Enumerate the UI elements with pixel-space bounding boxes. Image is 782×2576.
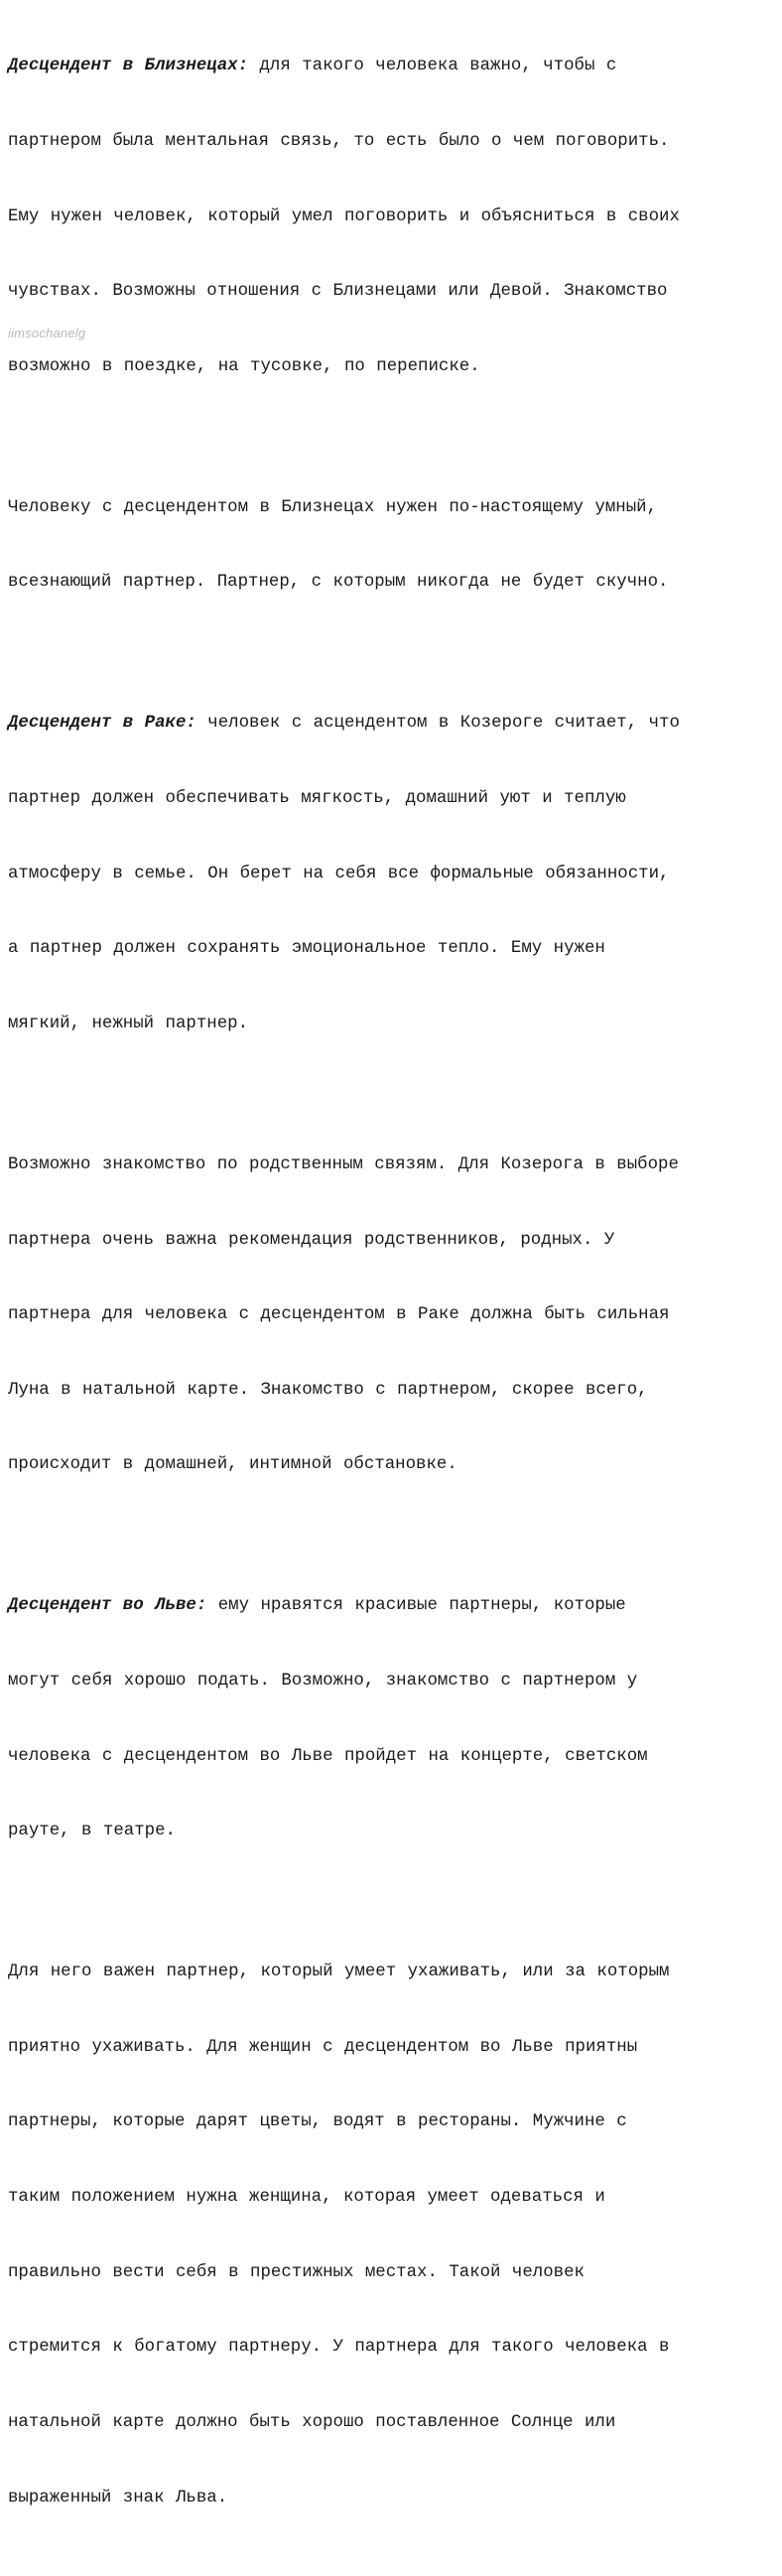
paragraph-line: партнера для человека с десцендентом в Раке должна быть сильная — [8, 1305, 670, 1325]
paragraph-heading: Десцендент в Близнецах: — [8, 57, 249, 76]
paragraph-line: стремится к богатому партнеру. У партнера для такого человека в — [8, 2338, 670, 2358]
paragraph-line: атмосферу в семье. Он берет на себя все формальные обязанности, — [8, 864, 670, 883]
paragraph-cancer — [8, 661, 778, 1086]
paragraph-line: чувствах. Возможны отношения с Близнецами или Девой. Знакомство — [8, 282, 668, 302]
paragraph-cancer-meeting — [8, 1103, 778, 1528]
paragraph-line: Возможно знакомство по родственным связям. Для Козерога в выборе — [8, 1154, 679, 1174]
paragraph-line: натальной карте должно быть хорошо поставленное Солнце или — [8, 2412, 616, 2432]
paragraph-line — [8, 711, 778, 736]
paragraph-heading: Десцендент в Раке: — [8, 714, 196, 734]
document-body — [8, 4, 778, 2576]
paragraph-line: партнера очень важна рекомендация родственников, родных. У — [8, 1230, 615, 1250]
paragraph-line: мягкий, нежный партнер. — [8, 1014, 249, 1033]
paragraph-line: партнер должен обеспечивать мягкость, домашний уют и теплую — [8, 789, 626, 809]
paragraph-line: таким положением нужна женщина, которая умеет одеваться и — [8, 2188, 605, 2208]
paragraph-line: правильно вести себя в престижных местах. Такой человек — [8, 2262, 585, 2282]
paragraph-line: рауте, в театре. — [8, 1822, 176, 1841]
paragraph-line — [8, 54, 778, 78]
paragraph-line: партнеры, которые дарят цветы, водят в рестораны. Мужчине с — [8, 2112, 627, 2132]
paragraph-gemini-partner — [8, 445, 778, 645]
paragraph-line: могут себя хорошо подать. Возможно, знакомство с партнером у — [8, 1672, 638, 1691]
paragraph-line: человека с десцендентом во Льве пройдет на концерте, светском — [8, 1746, 648, 1766]
paragraph-line: Ему нужен человек, который умел поговорить и объясниться в своих — [8, 206, 680, 226]
paragraph-leo — [8, 1544, 778, 1894]
paragraph-line: возможно в поездке, на тусовке, по переписке. — [8, 356, 480, 376]
paragraph-text: для такого человека важно, чтобы с — [248, 57, 617, 76]
paragraph-heading: Десцендент во Льве: — [8, 1596, 207, 1616]
paragraph-text: ему нравятся красивые партнеры, которые — [206, 1596, 626, 1616]
paragraph-line: Человеку с десцендентом в Близнецах нужен по-настоящему умный, — [8, 497, 658, 517]
paragraph-gemini — [8, 4, 778, 429]
paragraph-leo-partner — [8, 1910, 778, 2560]
paragraph-line: всезнающий партнер. Партнер, с которым никогда не будет скучно. — [8, 573, 669, 593]
paragraph-line: выраженный знак Льва. — [8, 2488, 228, 2508]
paragraph-line: а партнер должен сохранять эмоциональное тепло. Ему нужен — [8, 939, 605, 959]
paragraph-line: Для него важен партнер, который умеет ухаживать, или за которым — [8, 1963, 670, 1982]
watermark: iimsochanelg — [8, 326, 86, 340]
paragraph-line: партнером была ментальная связь, то есть было о чем поговорить. — [8, 132, 670, 152]
paragraph-line: Луна в натальной карте. Знакомство с партнером, скорее всего, — [8, 1380, 648, 1400]
paragraph-line — [8, 1593, 778, 1618]
paragraph-line: приятно ухаживать. Для женщин с десцендентом во Льве приятны — [8, 2037, 638, 2057]
paragraph-line: происходит в домашней, интимной обстановке. — [8, 1455, 457, 1475]
paragraph-text: человек с асцендентом в Козероге считает, что — [196, 714, 680, 734]
